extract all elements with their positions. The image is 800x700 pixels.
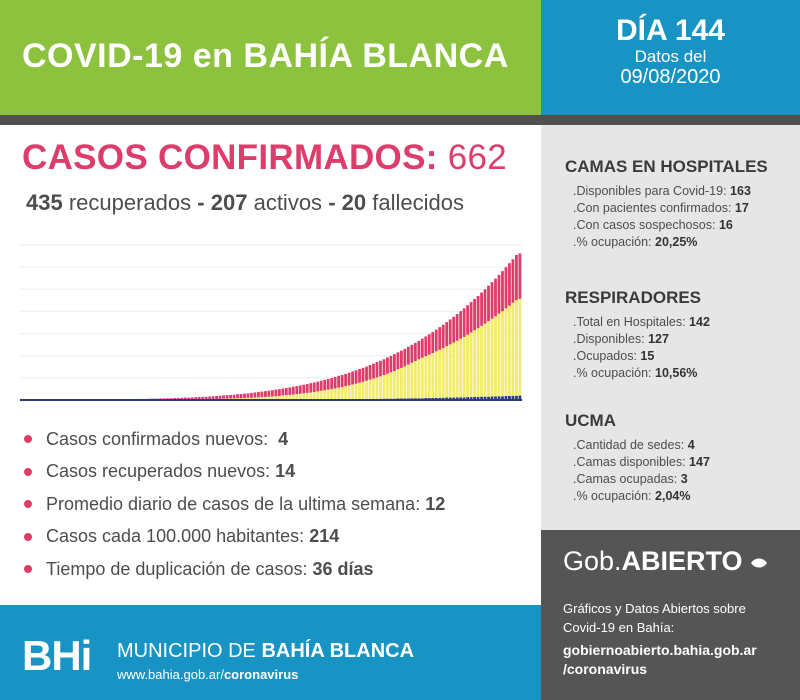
chart-bar <box>414 361 417 398</box>
chart-bar <box>337 388 340 400</box>
chart-bar <box>403 349 406 366</box>
chart-bar <box>470 332 473 397</box>
camas-item: .Disponibles para Covid-19: 163 <box>573 184 751 198</box>
section-title: RESPIRADORES <box>565 288 702 307</box>
page-title: COVID-19 en BAHÍA BLANCA <box>22 37 509 75</box>
chart-bar <box>508 306 511 396</box>
chart-bar <box>403 366 406 398</box>
chart-bar <box>281 388 284 395</box>
chart-bar <box>449 344 452 397</box>
respiradores-item: .Total en Hospitales: 142 <box>573 315 710 329</box>
chart-bar <box>233 395 236 399</box>
chart-bar <box>519 299 522 396</box>
chart-bar <box>442 348 445 398</box>
chart-bar <box>421 339 424 358</box>
gob-abierto-logo: Gob.ABIERTO <box>563 546 768 577</box>
chart-bar <box>278 389 281 396</box>
chart-bar <box>515 255 518 300</box>
chart-bar <box>247 393 250 397</box>
chart-bar <box>386 374 389 399</box>
chart-bar <box>240 394 243 398</box>
website-link[interactable]: www.bahia.gob.ar/coronavirus <box>117 667 299 682</box>
chart-bar <box>299 394 302 400</box>
section-title: UCMA <box>565 411 616 430</box>
chart-bar <box>445 322 448 346</box>
chart-bar <box>480 326 483 397</box>
chart-bar <box>397 369 400 398</box>
chart-bar <box>295 386 298 394</box>
chart-bar <box>215 396 218 399</box>
chart-bar <box>491 319 494 397</box>
chart-bar <box>414 343 417 361</box>
bhi-logo: BHi <box>22 632 92 679</box>
camas-section <box>565 157 768 251</box>
active-value: 207 <box>210 190 248 215</box>
chart-bar <box>306 384 309 393</box>
chart-bar <box>494 279 497 317</box>
chart-bar <box>268 391 271 397</box>
chart-bar <box>348 385 351 399</box>
chart-bar <box>386 357 389 373</box>
chart-bar <box>302 385 305 394</box>
chart-bar <box>281 395 284 399</box>
ucma-item: .Cantidad de sedes: 4 <box>573 438 695 452</box>
chart-bar <box>477 296 480 328</box>
chart-bar <box>498 275 501 314</box>
chart-bar <box>205 397 208 400</box>
chart-bar <box>435 330 438 352</box>
chart-bar <box>306 393 309 400</box>
chart-bar <box>477 328 480 397</box>
bullet-icon <box>24 468 32 476</box>
chart-bar <box>456 341 459 398</box>
camas-item: .Con casos sospechosos: 16 <box>573 218 733 232</box>
chart-bar <box>379 361 382 377</box>
chart-bar <box>299 385 302 393</box>
chart-bar <box>330 389 333 399</box>
chart-bar <box>351 385 354 400</box>
chart-bar <box>344 386 347 399</box>
bullet-icon <box>24 565 32 573</box>
chart-bar <box>390 356 393 372</box>
confirmed-cases <box>22 138 507 178</box>
chart-bar <box>508 263 511 306</box>
date-value: 09/08/2020 <box>620 66 721 88</box>
chart-bar <box>424 336 427 356</box>
chart-bar <box>428 355 431 398</box>
stat-label: Tiempo de duplicación de casos: <box>46 558 308 579</box>
chart-bar <box>410 363 413 398</box>
chart-bar <box>480 293 483 326</box>
cases-chart <box>20 240 522 405</box>
chart-bar <box>229 395 232 399</box>
chart-bar <box>438 327 441 350</box>
chart-bar <box>250 393 253 398</box>
chart-bar <box>417 341 420 359</box>
chart-bar <box>226 395 229 399</box>
ucma-item: .% ocupación: 2,04% <box>573 489 691 503</box>
chart-bar <box>390 372 393 398</box>
divider <box>0 115 800 125</box>
chart-bar <box>372 379 375 399</box>
chart-bar <box>201 397 204 399</box>
chart-bar <box>463 337 466 397</box>
respiradores-item: .Ocupados: 15 <box>573 349 655 363</box>
chart-bar <box>452 317 455 343</box>
ucma-section <box>565 411 710 505</box>
chart-bar <box>369 380 372 399</box>
chart-bar <box>212 396 215 399</box>
chart-bar <box>438 350 441 398</box>
chart-bar <box>348 373 351 386</box>
day-info <box>541 15 800 88</box>
respiradores-section <box>565 288 710 382</box>
stat-value: 14 <box>275 461 296 482</box>
chart-bar <box>491 282 494 319</box>
confirmed-value: 662 <box>447 138 508 177</box>
chart-bar <box>459 311 462 338</box>
chart-bar <box>431 332 434 353</box>
chart-bar <box>334 377 337 389</box>
chart-bar <box>484 324 487 397</box>
respiradores-item: .Disponibles: 127 <box>573 332 669 346</box>
chart-bar <box>320 391 323 400</box>
confirmed-label: CASOS CONFIRMADOS: <box>22 138 438 177</box>
chart-bar <box>393 354 396 371</box>
chart-bar <box>383 375 386 399</box>
chart-bar <box>313 383 316 393</box>
chart-bar <box>309 392 312 399</box>
chart-bar <box>320 381 323 391</box>
stat-label: Promedio diario de casos de la ultima semana: <box>46 493 421 514</box>
chart-bar <box>376 377 379 398</box>
list-item <box>24 553 534 586</box>
active-label: activos <box>253 190 323 215</box>
date-label: Datos del <box>634 47 707 66</box>
chart-bar <box>393 371 396 399</box>
chart-bar <box>501 311 504 396</box>
list-item <box>24 456 534 489</box>
chart-bar <box>362 382 365 399</box>
chart-bar <box>309 383 312 392</box>
chart-bar <box>397 352 400 369</box>
chart-bar <box>435 351 438 398</box>
day-number: DÍA 144 <box>616 14 725 47</box>
chart-bar <box>470 302 473 332</box>
chart-bar <box>487 321 490 397</box>
bullet-icon <box>24 500 32 508</box>
chart-bar <box>327 390 330 400</box>
chart-bar <box>505 308 508 396</box>
stat-label: Casos cada 100.000 habitantes: <box>46 526 305 547</box>
chart-bar <box>323 380 326 390</box>
chart-bar <box>295 394 298 400</box>
chart-bar <box>292 394 295 399</box>
chart-bar <box>417 359 420 398</box>
chart-bar <box>424 356 427 398</box>
chart-bar <box>445 346 448 397</box>
chart-bar <box>302 393 305 399</box>
chart-bar <box>400 351 403 368</box>
list-item <box>24 423 534 456</box>
list-item <box>24 521 534 554</box>
chart-bar <box>274 390 277 397</box>
chart-bar <box>257 392 260 397</box>
chart-bar <box>407 365 410 399</box>
chart-bar <box>372 364 375 379</box>
chart-bar <box>341 375 344 387</box>
gob-abierto-text: Gráficos y Datos Abiertos sobre Covid-19 en Bahía: gobiernoabierto.bahia.gob.ar /coronavirus <box>563 599 793 679</box>
leaf-icon <box>750 556 768 570</box>
chart-bar <box>431 353 434 398</box>
chart-bar <box>323 390 326 399</box>
chart-bar <box>261 392 264 398</box>
chart-bar <box>316 391 319 399</box>
list-item <box>24 488 534 521</box>
chart-bar <box>355 370 358 383</box>
chart-bar <box>341 387 344 399</box>
chart-bar <box>379 376 382 399</box>
chart-bar <box>442 325 445 348</box>
cases-breakdown <box>26 190 464 216</box>
chart-bar <box>505 267 508 308</box>
chart-bar <box>484 289 487 323</box>
chart-bar <box>428 334 431 354</box>
chart-bar <box>337 376 340 388</box>
chart-bar <box>219 396 222 399</box>
chart-bar <box>515 300 518 396</box>
chart-bar <box>316 382 319 392</box>
chart-bar <box>473 299 476 330</box>
chart-bar <box>512 259 515 303</box>
chart-bar <box>466 335 469 397</box>
chart-bar <box>243 394 246 398</box>
chart-bar <box>501 271 504 311</box>
chart-bar <box>222 395 225 398</box>
chart-bar <box>369 365 372 380</box>
chart-bar <box>285 395 288 399</box>
section-title: CAMAS EN HOSPITALES <box>565 157 768 176</box>
chart-bar <box>236 394 239 398</box>
chart-bar <box>400 368 403 399</box>
chart-bar <box>410 345 413 363</box>
ucma-item: .Camas disponibles: 147 <box>573 455 710 469</box>
chart-bar <box>313 392 316 400</box>
separator: - <box>197 190 205 215</box>
chart-bar <box>292 387 295 395</box>
chart-bar <box>351 371 354 384</box>
municipality-name: MUNICIPIO DE BAHÍA BLANCA <box>117 640 415 662</box>
chart-bar <box>365 381 368 399</box>
chart-bar <box>327 379 330 390</box>
stat-value: 214 <box>309 526 340 547</box>
gob-link-path[interactable]: /coronavirus <box>563 661 648 677</box>
chart-bar <box>459 339 462 398</box>
chart-bar <box>452 343 455 398</box>
chart-bar <box>288 395 291 400</box>
deceased-value: 20 <box>341 190 367 215</box>
chart-bar <box>383 359 386 375</box>
stat-label: Casos confirmados nuevos: <box>46 428 269 449</box>
separator: - <box>328 190 336 215</box>
stats-list <box>24 423 534 586</box>
chart-bar <box>487 286 490 321</box>
gob-link[interactable]: gobiernoabierto.bahia.gob.ar <box>563 642 757 658</box>
chart-bar <box>264 391 267 397</box>
respiradores-item: .% ocupación: 10,56% <box>573 366 698 380</box>
chart-bar <box>512 303 515 396</box>
chart-bar <box>365 367 368 381</box>
camas-item: .% ocupación: 20,25% <box>573 235 698 249</box>
recovered-value: 435 <box>26 190 63 215</box>
recovered-label: recuperados <box>68 190 192 215</box>
chart-bar <box>334 388 337 399</box>
chart-bar <box>473 330 476 397</box>
chart-bar <box>362 368 365 382</box>
chart-bar <box>494 316 497 396</box>
chart-bar <box>376 362 379 377</box>
chart-bar <box>519 253 522 298</box>
chart-bar <box>463 308 466 337</box>
stat-value: 12 <box>425 493 446 514</box>
chart-bar <box>288 387 291 395</box>
chart-bar <box>498 314 501 397</box>
chart-bar <box>254 392 257 397</box>
chart-bar <box>466 305 469 334</box>
stat-value: 4 <box>278 428 289 449</box>
ucma-item: .Camas ocupadas: 3 <box>573 472 688 486</box>
deceased-label: fallecidos <box>372 190 464 215</box>
stat-value: 36 días <box>312 558 374 579</box>
bullet-icon <box>24 533 32 541</box>
chart-bar <box>358 383 361 399</box>
chart-bar <box>330 378 333 389</box>
sidebar <box>541 125 800 530</box>
chart-bar <box>456 314 459 341</box>
chart-bar <box>449 319 452 344</box>
chart-bar <box>407 347 410 365</box>
chart-bar <box>208 396 211 399</box>
chart-bar <box>344 374 347 386</box>
bullet-icon <box>24 435 32 443</box>
chart-bar <box>285 388 288 395</box>
stat-label: Casos recuperados nuevos: <box>46 461 271 482</box>
chart-bar <box>421 358 424 399</box>
chart-bar <box>271 390 274 396</box>
camas-item: .Con pacientes confirmados: 17 <box>573 201 749 215</box>
chart-bar <box>355 384 358 400</box>
chart-bar <box>358 369 361 383</box>
